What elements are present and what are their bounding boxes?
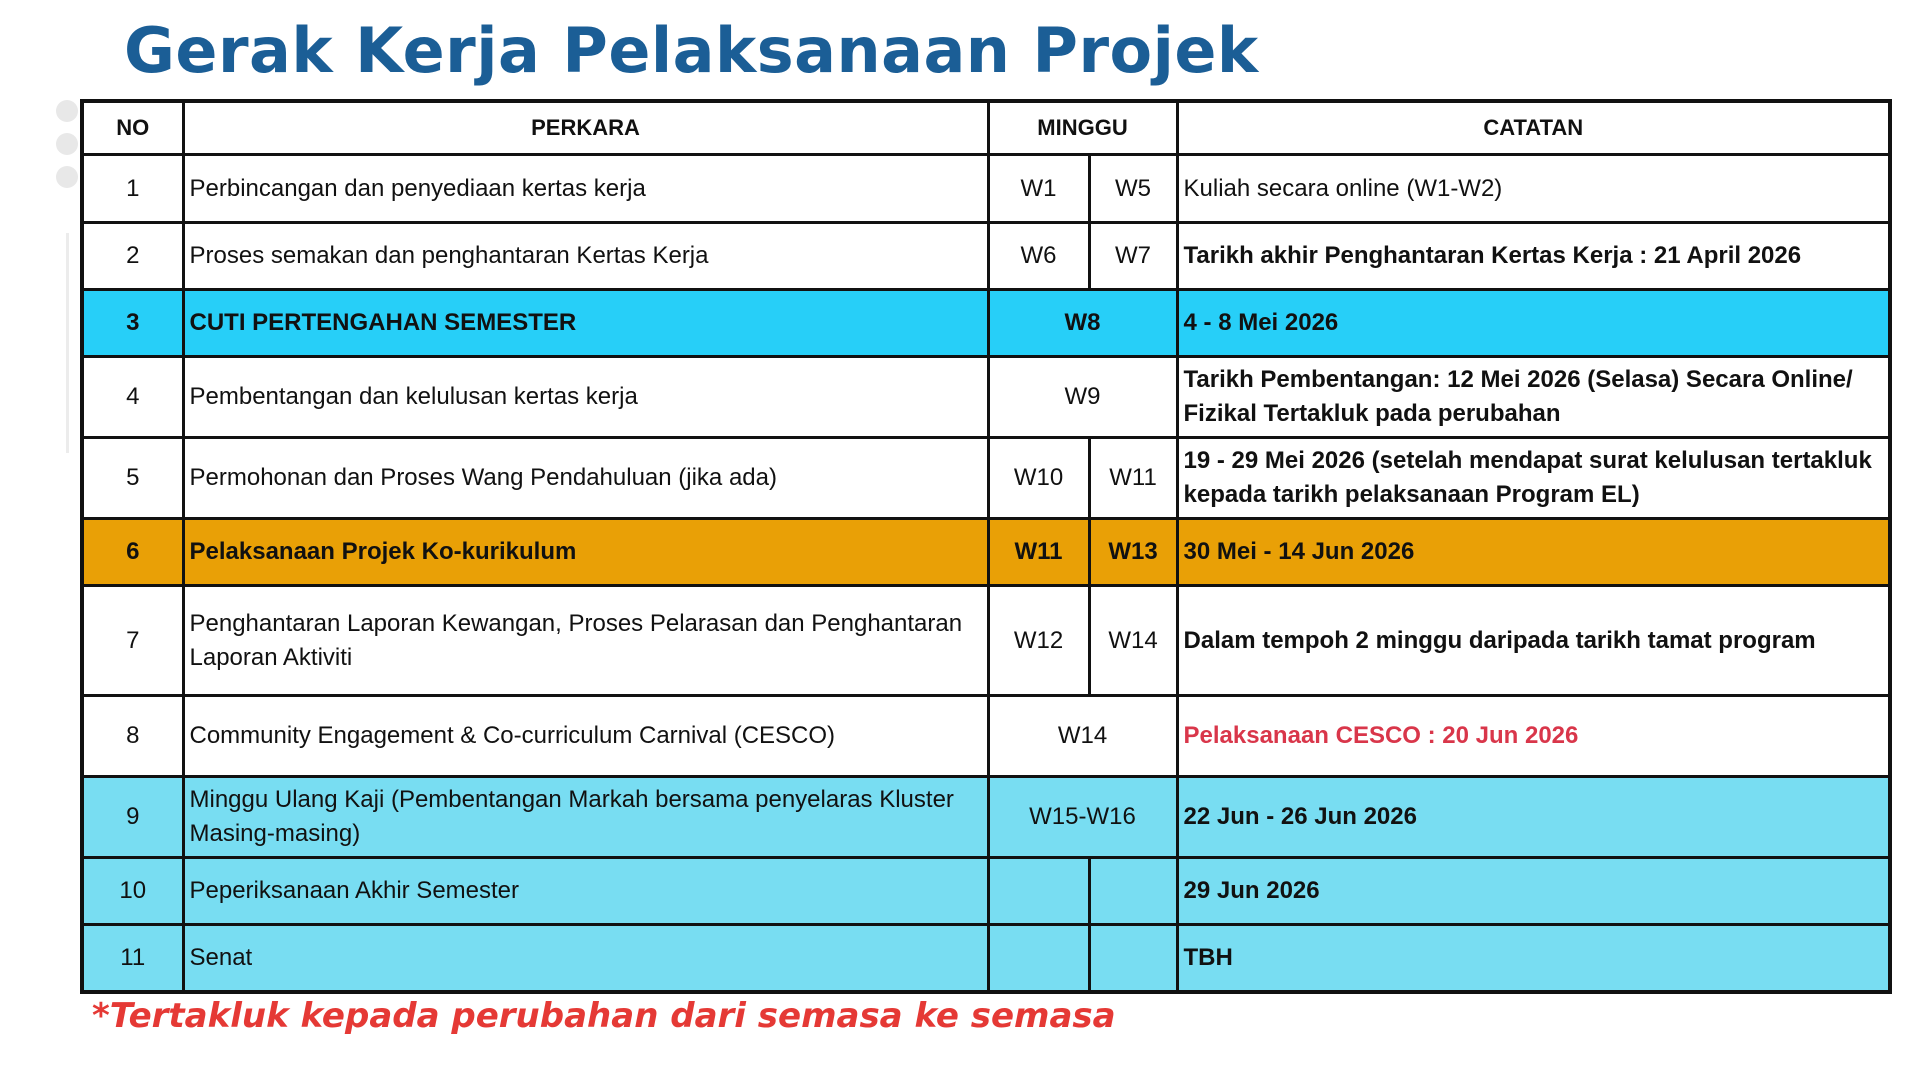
row-catatan: TBH: [1177, 925, 1890, 992]
table-row: [82, 925, 1890, 992]
row-perkara: Peperiksanaan Akhir Semester: [183, 858, 988, 925]
row-week-start: W1: [988, 155, 1089, 223]
schedule-table: [80, 99, 1892, 994]
row-no: 1: [82, 155, 183, 223]
header-minggu: MINGGU: [988, 101, 1177, 155]
row-week-end: W11: [1089, 438, 1177, 519]
row-week: W15-W16: [988, 777, 1177, 858]
nav-dot: [56, 133, 78, 155]
table-row: [82, 223, 1890, 290]
header-perkara: PERKARA: [183, 101, 988, 155]
footnote-disclaimer: *Tertakluk kepada perubahan dari semasa ke semasa: [92, 996, 1116, 1036]
row-perkara: CUTI PERTENGAHAN SEMESTER: [183, 290, 988, 357]
row-catatan: Tarikh Pembentangan: 12 Mei 2026 (Selasa) Secara Online/ Fizikal Tertakluk pada perubahan: [1177, 357, 1890, 438]
row-catatan: Tarikh akhir Penghantaran Kertas Kerja : 21 April 2026: [1177, 223, 1890, 290]
row-week: W9: [988, 357, 1177, 438]
nav-dot: [56, 166, 78, 188]
table-row: [82, 586, 1890, 696]
side-divider: [66, 233, 69, 453]
row-catatan: Kuliah secara online (W1-W2): [1177, 155, 1890, 223]
table-row: [82, 290, 1890, 357]
row-no: 9: [82, 777, 183, 858]
row-week-start: W10: [988, 438, 1089, 519]
row-week-end: [1089, 858, 1177, 925]
header-catatan: CATATAN: [1177, 101, 1890, 155]
row-week-start: [988, 858, 1089, 925]
row-catatan: 29 Jun 2026: [1177, 858, 1890, 925]
table-row: [82, 696, 1890, 777]
row-week-start: W6: [988, 223, 1089, 290]
row-week-start: [988, 925, 1089, 992]
row-week: W8: [988, 290, 1177, 357]
row-no: 8: [82, 696, 183, 777]
row-perkara: Pelaksanaan Projek Ko-kurikulum: [183, 519, 988, 586]
table-header-row: [82, 101, 1890, 155]
page-title: Gerak Kerja Pelaksanaan Projek: [124, 14, 1259, 87]
row-week: W14: [988, 696, 1177, 777]
row-catatan: 19 - 29 Mei 2026 (setelah mendapat surat kelulusan tertakluk kepada tarikh pelaksanaan Program EL): [1177, 438, 1890, 519]
row-week-start: W11: [988, 519, 1089, 586]
row-week-end: [1089, 925, 1177, 992]
row-week-start: W12: [988, 586, 1089, 696]
row-week-end: W13: [1089, 519, 1177, 586]
row-no: 3: [82, 290, 183, 357]
row-catatan: 22 Jun - 26 Jun 2026: [1177, 777, 1890, 858]
header-no: NO: [82, 101, 183, 155]
row-no: 11: [82, 925, 183, 992]
row-perkara: Senat: [183, 925, 988, 992]
table-row: [82, 438, 1890, 519]
row-perkara: Perbincangan dan penyediaan kertas kerja: [183, 155, 988, 223]
nav-dot: [56, 100, 78, 122]
row-no: 7: [82, 586, 183, 696]
row-perkara: Permohonan dan Proses Wang Pendahuluan (jika ada): [183, 438, 988, 519]
row-catatan: Pelaksanaan CESCO : 20 Jun 2026: [1177, 696, 1890, 777]
row-perkara: Minggu Ulang Kaji (Pembentangan Markah bersama penyelaras Kluster Masing-masing): [183, 777, 988, 858]
row-week-end: W5: [1089, 155, 1177, 223]
table-row: [82, 777, 1890, 858]
row-week-end: W14: [1089, 586, 1177, 696]
table-row: [82, 155, 1890, 223]
slide-nav-dots: [56, 100, 78, 199]
row-perkara: Penghantaran Laporan Kewangan, Proses Pelarasan dan Penghantaran Laporan Aktiviti: [183, 586, 988, 696]
row-no: 5: [82, 438, 183, 519]
row-week-end: W7: [1089, 223, 1177, 290]
row-perkara: Community Engagement & Co-curriculum Carnival (CESCO): [183, 696, 988, 777]
table-row: [82, 357, 1890, 438]
table-row: [82, 519, 1890, 586]
row-no: 4: [82, 357, 183, 438]
row-catatan: 30 Mei - 14 Jun 2026: [1177, 519, 1890, 586]
row-no: 10: [82, 858, 183, 925]
table-row: [82, 858, 1890, 925]
row-catatan: 4 - 8 Mei 2026: [1177, 290, 1890, 357]
row-catatan: Dalam tempoh 2 minggu daripada tarikh tamat program: [1177, 586, 1890, 696]
row-perkara: Proses semakan dan penghantaran Kertas Kerja: [183, 223, 988, 290]
row-perkara: Pembentangan dan kelulusan kertas kerja: [183, 357, 988, 438]
row-no: 6: [82, 519, 183, 586]
row-no: 2: [82, 223, 183, 290]
